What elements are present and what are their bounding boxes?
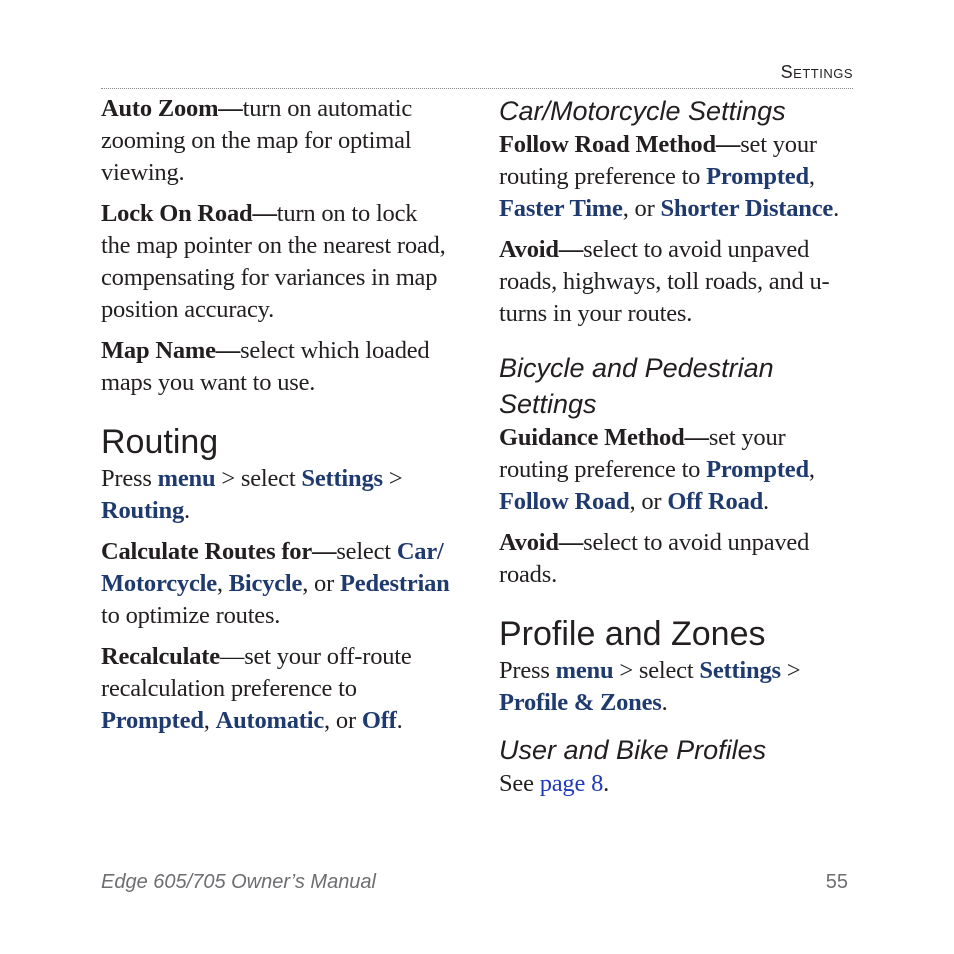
running-header: Settings xyxy=(780,62,853,82)
period: . xyxy=(661,689,668,716)
header-rule xyxy=(101,88,853,89)
profile-zones-heading: Profile and Zones xyxy=(499,615,766,653)
guidance-paragraph xyxy=(499,422,859,518)
comma: , xyxy=(808,163,815,190)
left-column xyxy=(101,93,451,746)
map-name-text: select which loaded maps you want to use. xyxy=(101,337,430,396)
follow-road-key: Follow Road xyxy=(499,488,630,515)
recalculate-paragraph xyxy=(101,641,451,737)
bicycle-key: Bicycle xyxy=(228,570,303,597)
see-text: See xyxy=(499,770,540,797)
recalculate-text1: —set your off-route recalculation preference to xyxy=(101,643,412,702)
recalculate-term: Recalculate xyxy=(101,643,220,670)
auto-zoom-term: Auto Zoom— xyxy=(101,95,243,122)
avoid-paragraph xyxy=(499,234,859,330)
calculate-term: Calculate Routes for— xyxy=(101,538,337,565)
settings-key: Settings xyxy=(699,657,781,684)
routing-instructions xyxy=(101,463,451,527)
calculate-text2: to optimize routes. xyxy=(101,602,281,629)
avoid-term: Avoid— xyxy=(499,529,584,556)
comma: , xyxy=(808,456,815,483)
comma: , xyxy=(216,570,229,597)
gt-text: > xyxy=(780,657,801,684)
or-text: , or xyxy=(324,707,362,734)
shorter-distance-key: Shorter Distance xyxy=(660,195,834,222)
avoid-term: Avoid— xyxy=(499,236,584,263)
map-name-term: Map Name— xyxy=(101,337,241,364)
menu-key: menu xyxy=(157,465,216,492)
press-text: Press xyxy=(499,657,550,684)
period: . xyxy=(763,488,769,515)
guidance-text1: set your routing preference to xyxy=(499,424,786,483)
avoid-unpaved-paragraph xyxy=(499,527,859,591)
profile-zones-key: Profile & Zones xyxy=(499,689,662,716)
off-road-key: Off Road xyxy=(667,488,764,515)
footer-page-number: 55 xyxy=(825,871,848,893)
calculate-paragraph xyxy=(101,536,451,632)
car-motorcycle-key: Car/ Motorcycle xyxy=(101,538,444,597)
prompted-key: Prompted xyxy=(101,707,204,734)
follow-road-term: Follow Road Method— xyxy=(499,131,741,158)
routing-heading: Routing xyxy=(101,423,219,461)
settings-key: Settings xyxy=(301,465,383,492)
select-text: > select xyxy=(215,465,302,492)
footer-manual-title: Edge 605/705 Owner’s Manual xyxy=(101,871,376,893)
follow-road-paragraph xyxy=(499,129,859,225)
gt-text: > xyxy=(382,465,403,492)
period: . xyxy=(833,195,840,222)
profile-instructions xyxy=(499,655,859,719)
off-key: Off xyxy=(361,707,397,734)
menu-key: menu xyxy=(555,657,614,684)
automatic-key: Automatic xyxy=(215,707,325,734)
follow-road-text1: set your routing preference to xyxy=(499,131,817,190)
period: . xyxy=(396,707,403,734)
period: . xyxy=(184,497,190,524)
right-column xyxy=(499,93,859,809)
routing-key: Routing xyxy=(101,497,185,524)
avoid-text: select to avoid unpaved roads. xyxy=(499,529,810,588)
lock-on-road-term: Lock On Road— xyxy=(101,200,277,227)
lock-on-road-text: turn on to lock the map pointer on the nearest road, compensating for variances in map position accuracy. xyxy=(101,200,446,323)
lock-on-road-paragraph xyxy=(101,198,451,326)
press-text: Press xyxy=(101,465,152,492)
user-bike-profiles-heading: User and Bike Profiles xyxy=(499,735,767,765)
select-text: > select xyxy=(613,657,700,684)
or-text: , or xyxy=(622,195,661,222)
prompted-key: Prompted xyxy=(706,163,809,190)
or-text: , or xyxy=(629,488,668,515)
see-page-paragraph xyxy=(499,768,859,800)
pedestrian-key: Pedestrian xyxy=(340,570,450,597)
auto-zoom-paragraph xyxy=(101,93,451,189)
period: . xyxy=(603,770,610,797)
bicycle-pedestrian-heading: Bicycle and Pedestrian Settings xyxy=(499,353,774,419)
comma: , xyxy=(203,707,216,734)
auto-zoom-text: turn on automatic zooming on the map for optimal viewing. xyxy=(101,95,413,186)
car-motorcycle-heading: Car/Motorcycle Settings xyxy=(499,96,786,126)
calculate-text1: select xyxy=(336,538,397,565)
faster-time-key: Faster Time xyxy=(499,195,623,222)
map-name-paragraph xyxy=(101,335,451,399)
or-text: , or xyxy=(302,570,340,597)
prompted-key: Prompted xyxy=(706,456,809,483)
page-8-link[interactable]: page 8 xyxy=(539,770,604,797)
guidance-term: Guidance Method— xyxy=(499,424,709,451)
avoid-text: select to avoid unpaved roads, highways, toll roads, and u-turns in your routes. xyxy=(499,236,830,327)
